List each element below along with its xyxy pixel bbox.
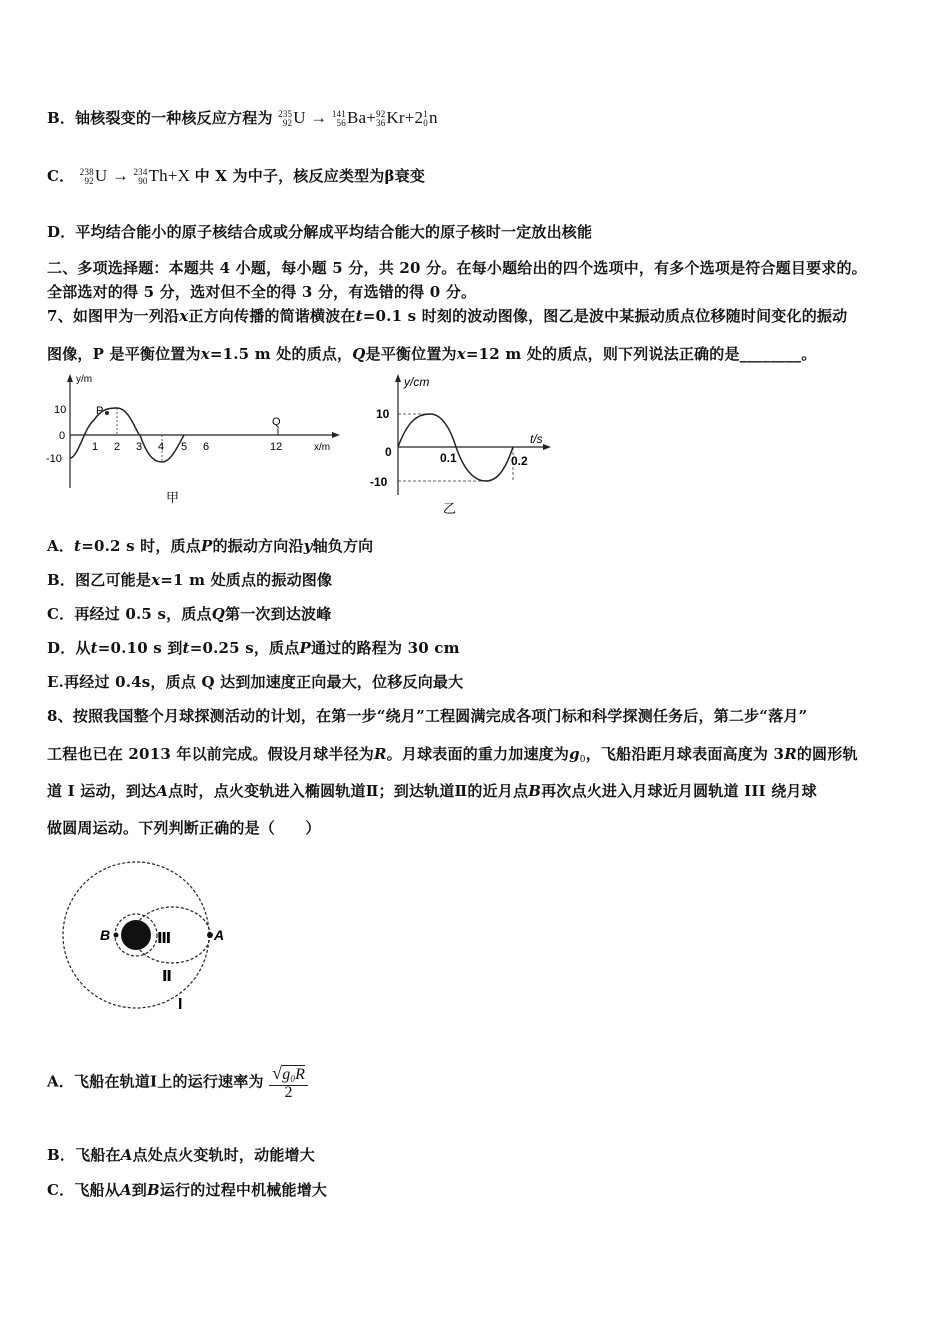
yi-y-pos: 10 <box>376 407 390 421</box>
yi-xlabel: t/s <box>530 432 543 446</box>
jia-y-zero: 0 <box>59 430 66 442</box>
q7-option-b: B．图乙可能是x=1 m 处质点的振动图像 <box>47 571 333 589</box>
wave-graph-jia <box>40 370 350 520</box>
yi-y-neg: -10 <box>370 475 388 489</box>
yi-ylabel: y/cm <box>404 375 430 389</box>
q8-stem-line1: 8、按照我国整个月球探测活动的计划，在第一步“绕月”工程圆满完成各项门标和科学探测任务后，第二步“落月” <box>47 707 808 725</box>
jia-caption: 甲 <box>166 490 180 505</box>
jia-xlabel: x/m <box>314 442 331 453</box>
velocity-fraction: $\frac{√g_0R}{2}$ <box>269 1063 308 1102</box>
q6-option-c: C． 238 92U → 234 90Th+X 中 X 为中子，核反应类型为β衰变 <box>47 166 426 187</box>
q7-option-e: E.再经过 0.4s，质点 Q 达到加速度正向最大，位移反向最大 <box>47 673 464 691</box>
q8-stem-line4: 做圆周运动。下列判断正确的是（ ） <box>47 819 321 837</box>
yi-tick-02: 0.2 <box>511 454 528 468</box>
q7-option-c: C．再经过 0.5 s，质点Q第一次到达波峰 <box>47 605 332 623</box>
section2-line2: 全部选对的得 5 分，选对但不全的得 3 分，有选错的得 0 分。 <box>47 283 477 301</box>
decay-equation: 238 92U → 234 90Th+X <box>79 166 191 187</box>
q6-option-b <box>47 107 438 128</box>
q6-option-d: D．平均结合能小的原子核结合成或分解成平均结合能大的原子核时一定放出核能 <box>47 223 593 241</box>
yi-tick-01: 0.1 <box>440 451 457 465</box>
moon <box>121 920 151 950</box>
jia-label-Q: Q <box>272 416 281 428</box>
orbit-label-I: I <box>178 996 183 1013</box>
jia-tick-12: 12 <box>270 441 283 453</box>
jia-y-neg: -10 <box>46 453 62 465</box>
q6-option-b-label: B．铀核裂变的一种核反应方程为 <box>47 109 273 127</box>
orbit-label-III: Ⅲ <box>157 930 172 947</box>
q7-option-d: D．从t=0.10 s 到t=0.25 s，质点P通过的路程为 30 cm <box>47 639 460 657</box>
vibration-graph-yi <box>368 370 568 520</box>
yi-caption: 乙 <box>443 501 457 516</box>
jia-tick-1: 1 <box>92 441 99 453</box>
orbit-diagram <box>50 855 240 1025</box>
jia-y-pos: 10 <box>54 404 67 416</box>
q7-stem-line2: 图像，P 是平衡位置为x=1.5 m 处的质点，Q是平衡位置为x=12 m 处的质点，则下列说法正确的是________。 <box>47 345 817 363</box>
jia-tick-4: 4 <box>158 441 165 453</box>
fission-equation: 235 92U → 141 56Ba+92 36Kr+21 0n <box>278 108 438 129</box>
q7-stem-line1: 7、如图甲为一列沿x正方向传播的简谐横波在t=0.1 s 时刻的波动图像，图乙是波中某振动质点位移随时间变化的振动 <box>47 307 848 325</box>
q8-option-c: C．飞船从A到B运行的过程中机械能增大 <box>47 1181 328 1199</box>
point-A <box>207 932 213 938</box>
jia-ylabel: y/m <box>76 374 93 385</box>
jia-tick-2: 2 <box>114 441 121 453</box>
jia-tick-6: 6 <box>203 441 210 453</box>
section2-line1: 二、多项选择题：本题共 4 小题，每小题 5 分，共 20 分。在每小题给出的四个选项中，有多个选项是符合题目要求的。 <box>47 259 867 277</box>
jia-tick-3: 3 <box>136 441 143 453</box>
q8-stem-line3: 道 I 运动，到达A点时，点火变轨进入椭圆轨道Ⅱ；到达轨道Ⅱ的近月点B再次点火进入月球近月圆轨道 III 绕月球 <box>47 782 817 800</box>
q8-option-a: A．飞船在轨道Ⅰ上的运行速率为 $\frac{√g_0R}{2}$ <box>47 1063 308 1102</box>
q7-option-a: A．t=0.2 s 时，质点P的振动方向沿y轴负方向 <box>47 537 374 555</box>
orbit-label-II: Ⅱ <box>162 968 172 985</box>
jia-label-P: P <box>96 405 104 417</box>
orbit-label-B: B <box>100 927 111 943</box>
point-B <box>114 933 119 938</box>
yi-y-zero: 0 <box>385 445 392 459</box>
jia-tick-5: 5 <box>181 441 188 453</box>
orbit-label-A: A <box>214 927 225 943</box>
q8-option-b: B．飞船在A点处点火变轨时，动能增大 <box>47 1146 315 1164</box>
jia-point-P <box>105 411 109 415</box>
q8-stem-line2: 工程也已在 2013 年以前完成。假设月球半径为R。月球表面的重力加速度为$g_0$，飞船沿距月球表面高度为 3R的圆形轨 <box>47 745 858 765</box>
